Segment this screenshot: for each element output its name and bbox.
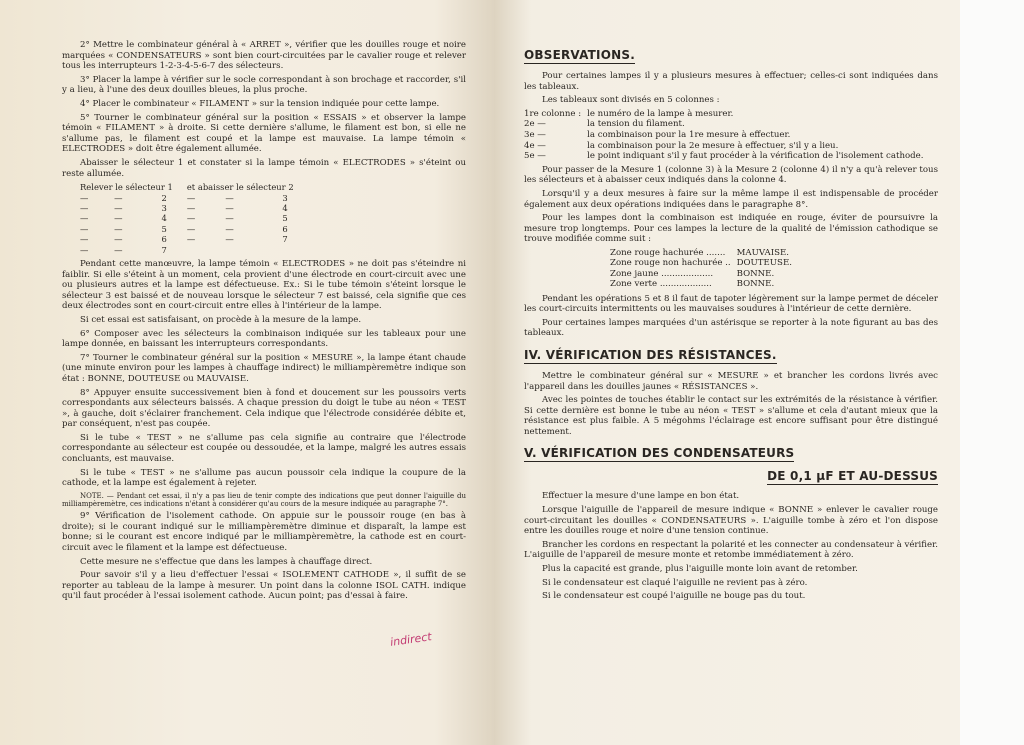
cathode-cut-note: Si le tube « TEST » ne s'allume pas aucun poussoir cela indique la coupure de la cathode, et la lampe est également à rejeter. — [62, 467, 466, 489]
zone-label: Zone rouge non hachurée .. — [610, 258, 731, 269]
cell: — — [114, 213, 123, 224]
selector-row — [80, 234, 308, 244]
direct-heating-note: Cette mesure ne s'effectue que dans les lampes à chauffage direct. — [80, 556, 373, 567]
cell: — — [186, 192, 196, 203]
cell: — — [114, 223, 123, 234]
cell — [187, 245, 226, 255]
zone-label: Zone rouge hachurée ....... — [610, 247, 726, 258]
zone-row — [610, 248, 798, 258]
obs-columns-intro: Les tableaux sont divisés en 5 colonnes : — [542, 95, 720, 106]
cell: 7 — [161, 244, 167, 255]
column-label: 3e — — [524, 129, 546, 140]
column-item — [524, 109, 929, 120]
cell: 6 — [282, 223, 288, 234]
cell — [225, 245, 264, 255]
column-item — [524, 119, 929, 130]
test-tube-note: Si le tube « TEST » ne s'allume pas cela signifie au contraire que l'électrode correspondante au sélecteur est coupée ou dessoudée, et la lampe, malgré les autres essais concluants, est mauvaise. — [62, 432, 466, 465]
step-7: 7° Tourner le combinateur général sur la position « MESURE », la lampe étant chaude (une minute environ pour les lampes à chauffage indirect) le milliampèremètre indique son état : BONNE, DOUTEUSE ou MAUVAISE. — [62, 352, 466, 384]
cell: — — [80, 223, 89, 234]
selector-row — [80, 213, 308, 223]
zone-row — [610, 258, 798, 268]
cell: 5 — [282, 213, 288, 224]
column-label: 2e — — [524, 119, 546, 130]
res-test: Avec les pointes de touches établir le contact sur les extrémités de la résistance à vérifier. Si cette dernière est bonne le tube au néon « TEST » s'allume et cela d'autant mieux que la résistance est plus faible. A 5 mégohms l'éclairage est encore suffisant pour être distingué nettement. — [524, 395, 938, 437]
selector-table-header — [80, 182, 308, 192]
zone-value: DOUTEUSE. — [736, 258, 792, 269]
column-label: 4e — — [524, 140, 546, 151]
cell: 4 — [161, 213, 167, 224]
zone-value: MAUVAISE. — [736, 247, 789, 258]
column-item — [524, 141, 929, 152]
zone-value: BONNE. — [736, 268, 775, 279]
scan-margin — [960, 0, 1024, 745]
heading-condensateurs-sub-wrap — [524, 465, 938, 491]
selector-header-relever: Relever le sélecteur 1 — [80, 182, 173, 193]
cond-step-3: Brancher les cordons en respectant la polarité et les connecter au condensateur à vérifier. L'aiguille de l'appareil de mesure monte et retombe immédiatement à zéro. — [524, 539, 938, 561]
column-desc: la tension du filament. — [587, 119, 685, 130]
zone-row — [610, 279, 798, 289]
cell: — — [80, 244, 89, 255]
column-label: 5e — — [524, 151, 546, 162]
cond-step-1: Effectuer la mesure d'une lampe en bon état. — [542, 491, 740, 502]
column-desc: la combinaison pour la 2e mesure à effectuer, s'il y a lieu. — [587, 140, 839, 151]
step-6: 6° Composer avec les sélecteurs la combinaison indiquée sur les tableaux pour une lampe donnée, en baissant les interrupteurs correspondants. — [62, 328, 466, 350]
cell: — — [114, 202, 123, 213]
obs-multiple-measures: Pour certaines lampes il y a plusieurs mesures à effectuer; celles-ci sont indiquées dans les tableaux. — [524, 71, 938, 92]
selector-instruction: Abaisser le sélecteur 1 et constater si la lampe témoin « ELECTRODES » s'éteint ou reste allumée. — [62, 157, 466, 179]
heading-condensateurs-sub: DE 0,1 µF ET AU-DESSUS — [767, 469, 938, 484]
column-desc: le point indiquant s'il y faut procéder à la vérification de l'isolement cathode. — [587, 151, 924, 162]
heading-condensateurs: V. VÉRIFICATION DES CONDENSATEURS — [524, 446, 795, 461]
selector-header-abaisser: et abaisser le sélecteur 2 — [186, 182, 294, 193]
selector-row — [80, 193, 308, 203]
column-item — [524, 130, 929, 141]
columns-list — [524, 109, 929, 162]
zone-value: BONNE. — [736, 279, 775, 290]
heading-observations: OBSERVATIONS. — [524, 48, 635, 62]
right-page — [494, 0, 960, 745]
cell: — — [114, 192, 123, 203]
cell: — — [80, 192, 89, 203]
obs-red-combination: Pour les lampes dont la combinaison est indiquée en rouge, éviter de poursuivre la mesure trop longtemps. Pour ces lampes la lecture de la qualité de l'émission cathodique se trouve modifiée comme suit : — [524, 213, 938, 245]
heading-resistances: IV. VÉRIFICATION DES RÉSISTANCES. — [524, 347, 777, 362]
cell: — — [114, 244, 123, 255]
column-desc: la combinaison pour la 1re mesure à effectuer. — [587, 129, 791, 140]
cell: — — [186, 234, 196, 245]
cell: — — [186, 223, 196, 234]
cell: 5 — [161, 223, 167, 234]
electrodes-explanation: Pendant cette manœuvre, la lampe témoin « ELECTRODES » ne doit pas s'éteindre ni faiblir. Si elle s'éteint à un moment, cela provient d'une électrode en court-circuit avec une ou plusieurs autres et la lampe est défectueuse. Ex.: Si le tube témoin s'éteint lorsque le sélecteur 3 est baissé et de nouveau lorsque le sélecteur 7 est baissé, cela signifie que ces deux électrodes sont en court-circuit entre elles à l'intérieur de la lampe. — [62, 258, 466, 312]
cond-capacity: Plus la capacité est grande, plus l'aiguille monte loin avant de retomber. — [542, 564, 858, 575]
step-2: 2° Mettre le combinateur général à « ARRET », vérifier que les douilles rouge et noire marquées « CONDENSATEURS » sont bien court-circuitées par le cavalier rouge et relever tous les interrupteurs 1-2-3-4-5-6-7 des sélecteurs. — [62, 40, 466, 72]
handwritten-annotation: indirect — [389, 630, 433, 649]
step-8: 8° Appuyer ensuite successivement bien à fond et doucement sur les poussoirs verts correspondants aux sélecteurs baissés. A chaque pression du doigt le tube au néon « TEST », à gauche, doit s'éclairer franchement. Cela indique que l'électrode considérée débite et, par conséquent, n'est pas coupée. — [62, 387, 466, 430]
cell: — — [225, 213, 234, 224]
selector-row — [80, 224, 308, 234]
cell: 6 — [161, 234, 167, 245]
obs-asterisk: Pour certaines lampes marquées d'un astérisque se reporter à la note figurant au bas des tableaux. — [524, 317, 938, 339]
footnote: NOTE. — Pendant cet essai, il n'y a pas lieu de tenir compte des indications que peut donner l'aiguille du milliampèremètre, ces indications n'étant à considérer qu'au cours de la mesure indiquée au paragraphe 7°. — [62, 491, 466, 509]
cell: — — [186, 202, 196, 213]
cell: — — [225, 234, 234, 245]
cell: 7 — [282, 234, 288, 245]
cell: — — [80, 202, 89, 213]
zone-label: Zone jaune ................... — [610, 268, 714, 279]
cell: 2 — [161, 192, 167, 203]
cell: — — [225, 192, 234, 203]
step-3: 3° Placer la lampe à vérifier sur le socle correspondant à son brochage et raccorder, s'il y a lieu, à l'une des deux douilles bleues, la plus proche. — [62, 74, 466, 96]
zone-label: Zone verte ................... — [610, 279, 712, 290]
step-5: 5° Tourner le combinateur général sur la position « ESSAIS » et observer la lampe témoin « FILAMENT » à droite. Si cette dernière s'allume, le filament est bon, si elle ne s'allume pas, le filament est coupé et la lampe est mauvaise. La lampe témoin « ELECTRODES » doit être également allumée. — [62, 112, 466, 155]
column-item — [524, 151, 929, 162]
isolation-note: Pour savoir s'il y a lieu d'effectuer l'essai « ISOLEMENT CATHODE », il suffit de se reporter au tableau de la lampe à mesurer. Un point dans la colonne ISOL CATH. indique qu'il faut procéder à l'essai isolement cathode. Aucun point; pas d'essai à faire. — [62, 570, 466, 602]
selector-row — [80, 245, 308, 255]
column-label: 1re colonne : — [524, 108, 582, 119]
cell: — — [80, 234, 89, 245]
cond-open: Si le condensateur est coupé l'aiguille ne bouge pas du tout. — [542, 591, 806, 602]
cell: 3 — [282, 192, 288, 203]
cell: — — [225, 223, 234, 234]
obs-two-measures: Lorsqu'il y a deux mesures à faire sur la même lampe il est indispensable de procéder également aux deux opérations indiquées dans le paragraphe 8°. — [524, 188, 938, 210]
test-ok-note: Si cet essai est satisfaisant, on procède à la mesure de la lampe. — [80, 314, 362, 325]
zone-row — [610, 269, 798, 279]
selector-row — [80, 203, 308, 213]
cell: — — [114, 234, 123, 245]
column-desc: le numéro de la lampe à mesurer. — [587, 108, 734, 119]
obs-tapping: Pendant les opérations 5 et 8 il faut de tapoter légèrement sur la lampe permet de déceler les court-circuits intermittents ou les mauvaises soudures à l'intérieur de cette dernière. — [524, 293, 938, 315]
cell: 4 — [282, 202, 288, 213]
cell: 3 — [161, 202, 167, 213]
cell: — — [225, 202, 234, 213]
step-4: 4° Placer le combinateur « FILAMENT » sur la tension indiquée pour cette lampe. — [80, 98, 440, 109]
zones-table — [610, 248, 798, 290]
obs-switch-measure: Pour passer de la Mesure 1 (colonne 3) à la Mesure 2 (colonne 4) il n'y a qu'à relever tous les sélecteurs et à abaisser ceux indiqués dans la colonne 4. — [524, 164, 938, 186]
cond-shorted: Si le condensateur est claqué l'aiguille ne revient pas à zéro. — [542, 577, 808, 588]
selector-table — [80, 182, 308, 255]
step-9: 9° Vérification de l'isolement cathode. On appuie sur le poussoir rouge (en bas à droite); si le courant indiqué sur le milliampèremètre diminue et disparaît, la lampe est bonne; si le courant est encore indiqué par le milliampèremètre, la cathode est en court-circuit avec le filament et la lampe est défectueuse. — [62, 511, 466, 554]
cond-step-2: Lorsque l'aiguille de l'appareil de mesure indique « BONNE » enlever le cavalier rouge court-circuitant les douilles « CONDENSATEURS ». L'aiguille tombe à zéro et l'on dispose entre les douilles rouge et noire d'une tension continue. — [524, 505, 938, 537]
res-connect: Mettre le combinateur général sur « MESURE » et brancher les cordons livrés avec l'appareil dans les douilles jaunes « RÉSISTANCES ». — [524, 370, 938, 392]
cell: — — [80, 213, 89, 224]
cell — [264, 245, 308, 255]
cell: — — [186, 213, 196, 224]
